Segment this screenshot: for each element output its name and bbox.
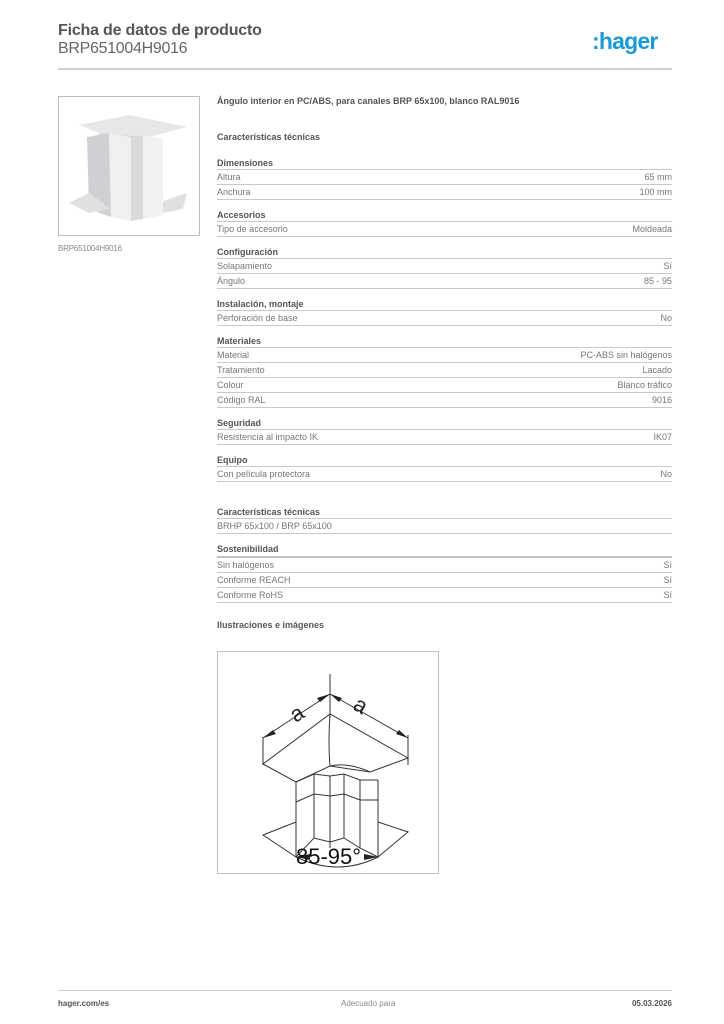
- section-title: Sostenibilidad: [217, 543, 672, 558]
- section-title: Configuración: [217, 246, 672, 259]
- spec-label: Colour: [217, 380, 244, 390]
- spec-value: Moldeada: [632, 224, 672, 234]
- section-seguridad: [217, 417, 672, 445]
- spec-row: [217, 573, 672, 588]
- spec-label: Solapamiento: [217, 261, 273, 271]
- section-configuracion: [217, 246, 672, 289]
- spec-label: Perforación de base: [217, 313, 298, 323]
- section-instalacion: [217, 298, 672, 326]
- product-code: BRP651004H9016: [58, 40, 188, 57]
- dimension-a-left: a: [284, 699, 309, 728]
- dimension-a-right: a: [349, 691, 373, 720]
- product-photo-icon: [59, 97, 199, 235]
- spec-label: Código RAL: [217, 395, 266, 405]
- angle-label: 85-95°: [296, 844, 362, 869]
- spec-row: [217, 558, 672, 573]
- spec-row: [217, 259, 672, 274]
- spec-label: Con película protectora: [217, 469, 311, 479]
- spec-row: [217, 311, 672, 326]
- spec-row: [217, 467, 672, 482]
- section-dimensiones: [217, 157, 672, 200]
- spec-row: [217, 185, 672, 200]
- spec-row: [217, 363, 672, 378]
- section-title: Seguridad: [217, 417, 672, 430]
- spec-row: [217, 519, 672, 534]
- spec-row: [217, 274, 672, 289]
- spec-label: Tratamiento: [217, 365, 265, 375]
- section-equipo: [217, 454, 672, 482]
- spec-value: Sí: [663, 261, 672, 271]
- spec-value: No: [660, 469, 672, 479]
- spec-label: Sin halógenos: [217, 560, 275, 570]
- spec-label: Anchura: [217, 187, 251, 197]
- spec-value: 100 mm: [639, 187, 672, 197]
- spec-value: PC-ABS sin halógenos: [580, 350, 672, 360]
- header-divider: [58, 68, 672, 70]
- dimension-drawing-icon: [218, 652, 438, 873]
- spec-row: [217, 378, 672, 393]
- spec-value: Sí: [663, 590, 672, 600]
- footer-divider: [58, 990, 672, 991]
- section-title: Accesorios: [217, 209, 672, 222]
- spec-value: Sí: [663, 560, 672, 570]
- spec-label: Conforme REACH: [217, 575, 291, 585]
- footer-suitable-for: Adecuado para: [341, 999, 396, 1008]
- section-title: Instalación, montaje: [217, 298, 672, 311]
- spec-row: [217, 348, 672, 363]
- spec-label: Altura: [217, 172, 241, 182]
- spec-label: Ángulo: [217, 276, 246, 286]
- spec-value: 65 mm: [644, 172, 672, 182]
- spec-row: [217, 430, 672, 445]
- spec-row: [217, 222, 672, 237]
- spec-label: BRHP 65x100 / BRP 65x100: [217, 521, 332, 531]
- tech-characteristics-heading: Características técnicas: [217, 132, 321, 142]
- spec-label: Tipo de accesorio: [217, 224, 288, 234]
- footer-website-link[interactable]: hager.com/es: [58, 999, 110, 1008]
- spec-panel: [217, 95, 672, 633]
- section-title: Equipo: [217, 454, 672, 467]
- illustration-frame: [217, 651, 439, 874]
- spec-value: IK07: [653, 432, 672, 442]
- thumbnail-caption: BRP651004H9016: [58, 244, 122, 253]
- spec-row: [217, 588, 672, 603]
- spec-value: No: [660, 313, 672, 323]
- spec-value: Lacado: [642, 365, 672, 375]
- spec-label: Conforme RoHS: [217, 590, 284, 600]
- spec-value: 85 - 95: [643, 276, 672, 286]
- spec-label: Resistencia al impacto IK: [217, 432, 319, 442]
- spec-value: Blanco tráfico: [617, 380, 672, 390]
- product-thumbnail: [58, 96, 200, 236]
- footer-date: 05.03.2026: [631, 999, 672, 1008]
- spec-label: Material: [217, 350, 250, 360]
- section-title: Dimensiones: [217, 157, 672, 170]
- product-description: Ángulo interior en PC/ABS, para canales BRP 65x100, blanco RAL9016: [217, 96, 520, 106]
- spec-value: Sí: [663, 575, 672, 585]
- section-compatibility: [217, 506, 672, 534]
- section-materiales: [217, 335, 672, 408]
- document-title: Ficha de datos de producto: [58, 22, 262, 39]
- spec-row: [217, 393, 672, 408]
- spec-row: [217, 170, 672, 185]
- illustrations-heading: Ilustraciones e imágenes: [217, 620, 325, 630]
- section-sostenibilidad: [217, 543, 672, 603]
- section-title: Materiales: [217, 335, 672, 348]
- section-accesorios: [217, 209, 672, 237]
- hager-logo: :hager: [592, 28, 658, 54]
- spec-value: 9016: [651, 395, 672, 405]
- section-title: Características técnicas: [217, 506, 672, 519]
